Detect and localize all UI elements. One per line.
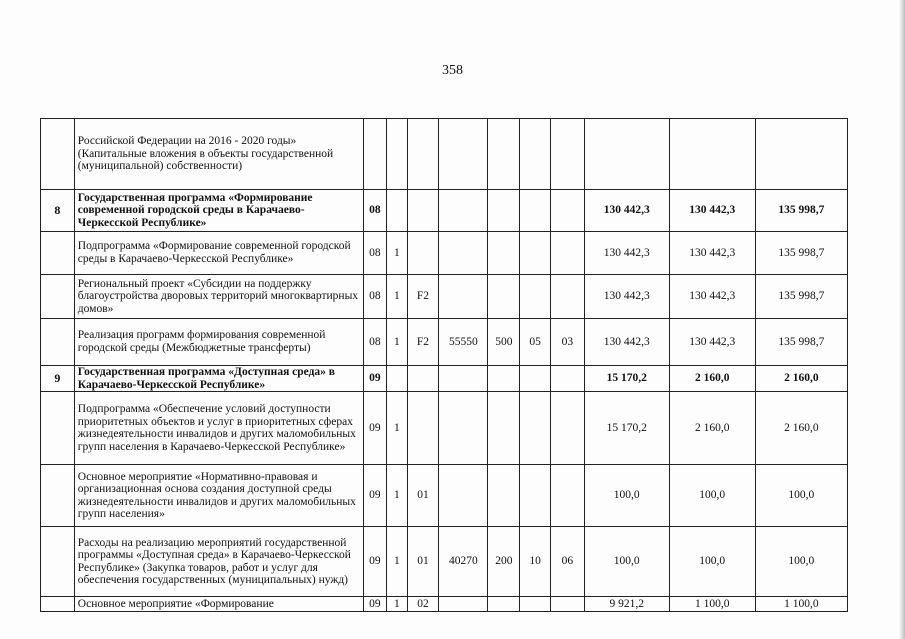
item-name-cell xyxy=(74,319,363,366)
event-code: 01 xyxy=(417,489,429,502)
event-code-cell xyxy=(407,366,439,392)
amount-year-3: 100,0 xyxy=(788,489,815,502)
program-code: 08 xyxy=(369,290,381,303)
expense-type-code-cell xyxy=(488,527,520,597)
event-code-cell xyxy=(407,597,439,612)
program-code-cell xyxy=(363,232,387,275)
amount-year-1-cell xyxy=(584,527,669,597)
subprogram-code: 1 xyxy=(393,421,400,434)
section-code: 10 xyxy=(529,555,541,568)
program-code-cell xyxy=(363,392,387,465)
item-name-cell xyxy=(74,232,363,275)
subsection-code: 06 xyxy=(561,555,574,568)
subprogram-code-cell xyxy=(387,119,407,190)
event-code-cell xyxy=(407,465,439,527)
amount-year-3: 135 998,7 xyxy=(778,204,825,217)
amount-year-3-cell xyxy=(755,232,847,275)
subprogram-code-cell xyxy=(387,366,407,392)
row-number-cell xyxy=(41,465,75,527)
direction-code-cell xyxy=(439,465,488,527)
table-row xyxy=(41,366,848,392)
expense-type-code-cell xyxy=(488,319,520,366)
subprogram-code-cell xyxy=(387,319,407,366)
item-name: Основное мероприятие «Формирование xyxy=(77,597,274,610)
amount-year-3: 100,0 xyxy=(788,555,815,568)
amount-year-2: 130 442,3 xyxy=(689,246,736,259)
item-name: Расходы на реализацию мероприятий государственной программы «Доступная среда» в Карачаево-Черкесской Республике» (Закупка товаров, работ и услуг для обеспечения государственных (муниципальных) нужд) xyxy=(77,536,351,587)
amount-year-2: 1 100,0 xyxy=(694,597,730,610)
amount-year-2-cell xyxy=(669,527,755,597)
event-code-cell xyxy=(407,319,439,366)
amount-year-1: 130 442,3 xyxy=(603,335,650,348)
program-code-cell xyxy=(363,527,387,597)
subsection-code-cell xyxy=(550,597,584,612)
subsection-code-cell xyxy=(550,119,584,190)
amount-year-1-cell xyxy=(584,319,669,366)
direction-code: 40270 xyxy=(449,555,478,568)
program-code-cell xyxy=(363,465,387,527)
amount-year-3: 2 160,0 xyxy=(784,421,819,434)
expense-type-code-cell xyxy=(488,465,520,527)
subprogram-code: 1 xyxy=(393,246,400,259)
subprogram-code: 1 xyxy=(393,489,400,502)
event-code-cell xyxy=(407,119,439,190)
amount-year-2: 100,0 xyxy=(699,555,726,568)
program-code: 09 xyxy=(369,421,381,434)
amount-year-2-cell xyxy=(669,190,755,232)
expense-type-code-cell xyxy=(488,119,520,190)
event-code-cell xyxy=(407,275,439,319)
page-number: 358 xyxy=(442,63,463,78)
program-code-cell xyxy=(363,366,387,392)
amount-year-3: 1 100,0 xyxy=(784,597,819,610)
row-number-cell xyxy=(41,119,75,190)
item-name-cell xyxy=(74,527,363,597)
amount-year-2-cell xyxy=(669,465,755,527)
amount-year-2-cell xyxy=(669,275,755,319)
item-name-cell xyxy=(74,597,363,612)
direction-code-cell xyxy=(439,190,488,232)
expense-type-code-cell xyxy=(488,275,520,319)
program-code-cell xyxy=(363,597,387,612)
subsection-code-cell xyxy=(550,527,584,597)
amount-year-1: 15 170,2 xyxy=(606,372,647,385)
item-name: Государственная программа «Доступная среда» в Карачаево-Черкесской Республике» xyxy=(77,366,336,391)
amount-year-1: 130 442,3 xyxy=(603,290,650,303)
subprogram-code-cell xyxy=(387,190,407,232)
event-code: F2 xyxy=(416,290,430,303)
table-row xyxy=(41,465,848,527)
amount-year-3-cell xyxy=(755,366,847,392)
item-name-cell xyxy=(74,392,363,465)
section-code-cell xyxy=(520,465,551,527)
expense-type-code: 500 xyxy=(495,335,513,348)
amount-year-3: 135 998,7 xyxy=(778,290,825,303)
row-number-cell xyxy=(41,366,75,392)
section-code-cell xyxy=(520,119,551,190)
subsection-code-cell xyxy=(550,392,584,465)
amount-year-2-cell xyxy=(669,392,755,465)
item-name-cell xyxy=(74,366,363,392)
section-code-cell xyxy=(520,232,551,275)
amount-year-2-cell xyxy=(669,319,755,366)
table-row xyxy=(41,190,848,232)
section-code-cell xyxy=(520,319,551,366)
amount-year-3-cell xyxy=(755,392,847,465)
section-code-cell xyxy=(520,527,551,597)
amount-year-3-cell xyxy=(755,319,847,366)
program-code: 08 xyxy=(369,246,381,259)
amount-year-3-cell xyxy=(755,119,847,190)
budget-table xyxy=(40,118,848,612)
row-number-cell xyxy=(41,319,75,366)
amount-year-3-cell xyxy=(755,190,847,232)
row-number: 9 xyxy=(54,371,61,386)
subprogram-code: 1 xyxy=(393,597,400,610)
subprogram-code-cell xyxy=(387,465,407,527)
subprogram-code-cell xyxy=(387,275,407,319)
row-number-cell xyxy=(41,190,75,232)
amount-year-1: 15 170,2 xyxy=(606,421,647,434)
amount-year-3-cell xyxy=(755,597,847,612)
table-body xyxy=(41,119,848,612)
program-code-cell xyxy=(363,319,387,366)
event-code-cell xyxy=(407,392,439,465)
amount-year-2-cell xyxy=(669,597,755,612)
amount-year-2: 100,0 xyxy=(699,489,726,502)
program-code: 09 xyxy=(369,372,381,385)
program-code: 08 xyxy=(369,204,381,217)
program-code: 09 xyxy=(369,555,381,568)
row-number-cell xyxy=(41,275,75,319)
program-code: 09 xyxy=(369,489,381,502)
section-code: 05 xyxy=(529,335,541,348)
direction-code-cell xyxy=(439,119,488,190)
subprogram-code: 1 xyxy=(393,555,400,568)
item-name: Российской Федерации на 2016 - 2020 годы» (Капитальные вложения в объекты государственной (муниципальной) собственности) xyxy=(77,135,334,173)
subprogram-code: 1 xyxy=(393,290,400,303)
row-number-cell xyxy=(41,232,75,275)
item-name: Подпрограмма «Обеспечение условий доступности приоритетных объектов и услуг в приоритетных сферах жизнедеятельности инвалидов и других маломобильных групп населения в Карачаево-Черкесской Республике» xyxy=(77,403,356,453)
amount-year-1-cell xyxy=(584,190,669,232)
program-code: 08 xyxy=(369,335,381,348)
event-code: F2 xyxy=(416,335,430,348)
item-name-cell xyxy=(74,190,363,232)
amount-year-3-cell xyxy=(755,465,847,527)
amount-year-1-cell xyxy=(584,597,669,612)
amount-year-1-cell xyxy=(584,465,669,527)
expense-type-code-cell xyxy=(488,392,520,465)
amount-year-1: 100,0 xyxy=(613,555,640,568)
amount-year-1: 130 442,3 xyxy=(603,204,650,217)
subsection-code-cell xyxy=(550,465,584,527)
section-code-cell xyxy=(520,366,551,392)
table-row xyxy=(41,275,848,319)
subsection-code-cell xyxy=(550,190,584,232)
program-code-cell xyxy=(363,190,387,232)
row-number-cell xyxy=(41,392,75,465)
subprogram-code-cell xyxy=(387,597,407,612)
amount-year-1-cell xyxy=(584,275,669,319)
row-number: 8 xyxy=(54,203,61,218)
program-code: 09 xyxy=(369,597,381,610)
direction-code-cell xyxy=(439,392,488,465)
subsection-code-cell xyxy=(550,275,584,319)
expense-type-code-cell xyxy=(488,232,520,275)
direction-code-cell xyxy=(439,232,488,275)
amount-year-1: 130 442,3 xyxy=(603,246,650,259)
item-name-cell xyxy=(74,119,363,190)
direction-code-cell xyxy=(439,597,488,612)
subsection-code-cell xyxy=(550,366,584,392)
program-code-cell xyxy=(363,275,387,319)
amount-year-3-cell xyxy=(755,275,847,319)
table-row xyxy=(41,392,848,465)
amount-year-1: 9 921,2 xyxy=(609,597,644,610)
row-number-cell xyxy=(41,527,75,597)
section-code-cell xyxy=(520,392,551,465)
item-name-cell xyxy=(74,465,363,527)
subsection-code-cell xyxy=(550,319,584,366)
amount-year-3-cell xyxy=(755,527,847,597)
event-code-cell xyxy=(407,190,439,232)
subprogram-code-cell xyxy=(387,392,407,465)
event-code-cell xyxy=(407,527,439,597)
table-row xyxy=(41,319,848,366)
direction-code-cell xyxy=(439,319,488,366)
amount-year-2: 130 442,3 xyxy=(689,290,736,303)
event-code: 01 xyxy=(417,555,429,568)
subprogram-code-cell xyxy=(387,527,407,597)
item-name: Реализация программ формирования современной городской среды (Межбюджетные трансферты) xyxy=(77,329,326,354)
amount-year-3: 135 998,7 xyxy=(778,335,825,348)
amount-year-1-cell xyxy=(584,366,669,392)
expense-type-code-cell xyxy=(488,597,520,612)
amount-year-2: 2 160,0 xyxy=(694,421,730,434)
amount-year-1: 100,0 xyxy=(613,489,640,502)
subsection-code-cell xyxy=(550,232,584,275)
item-name: Подпрограмма «Формирование современной городской среды в Карачаево-Черкесской Республике» xyxy=(77,240,351,265)
amount-year-2-cell xyxy=(669,119,755,190)
event-code-cell xyxy=(407,232,439,275)
direction-code: 55550 xyxy=(449,335,478,348)
table-row xyxy=(41,597,848,612)
amount-year-3: 2 160,0 xyxy=(784,372,819,385)
amount-year-3: 135 998,7 xyxy=(778,246,825,259)
event-code: 02 xyxy=(417,597,429,610)
amount-year-2: 130 442,3 xyxy=(689,204,736,217)
amount-year-2: 130 442,3 xyxy=(689,335,736,348)
direction-code-cell xyxy=(439,527,488,597)
section-code-cell xyxy=(520,275,551,319)
amount-year-2-cell xyxy=(669,366,755,392)
table-row xyxy=(41,527,848,597)
table-row xyxy=(41,119,848,190)
subprogram-code: 1 xyxy=(393,335,400,348)
item-name: Региональный проект «Субсидии на поддержку благоустройства дворовых территорий многоквартирных домов» xyxy=(77,277,359,315)
item-name: Государственная программа «Формирование современной городской среды в Карачаево-Черкесской Республике» xyxy=(77,191,313,229)
table-row xyxy=(41,232,848,275)
amount-year-1-cell xyxy=(584,119,669,190)
item-name: Основное мероприятие «Нормативно-правовая и организационная основа создания доступной среды жизнедеятельности инвалидов и других маломобильных групп населения» xyxy=(77,470,356,521)
subprogram-code-cell xyxy=(387,232,407,275)
expense-type-code-cell xyxy=(488,190,520,232)
expense-type-code: 200 xyxy=(495,555,513,568)
amount-year-2: 2 160,0 xyxy=(694,372,730,385)
amount-year-1-cell xyxy=(584,392,669,465)
subsection-code: 03 xyxy=(561,335,574,348)
section-code-cell xyxy=(520,190,551,232)
direction-code-cell xyxy=(439,275,488,319)
expense-type-code-cell xyxy=(488,366,520,392)
amount-year-2-cell xyxy=(669,232,755,275)
program-code-cell xyxy=(363,119,387,190)
section-code-cell xyxy=(520,597,551,612)
item-name-cell xyxy=(74,275,363,319)
amount-year-1-cell xyxy=(584,232,669,275)
row-number-cell xyxy=(41,597,75,612)
direction-code-cell xyxy=(439,366,488,392)
scan-edge xyxy=(899,0,905,639)
